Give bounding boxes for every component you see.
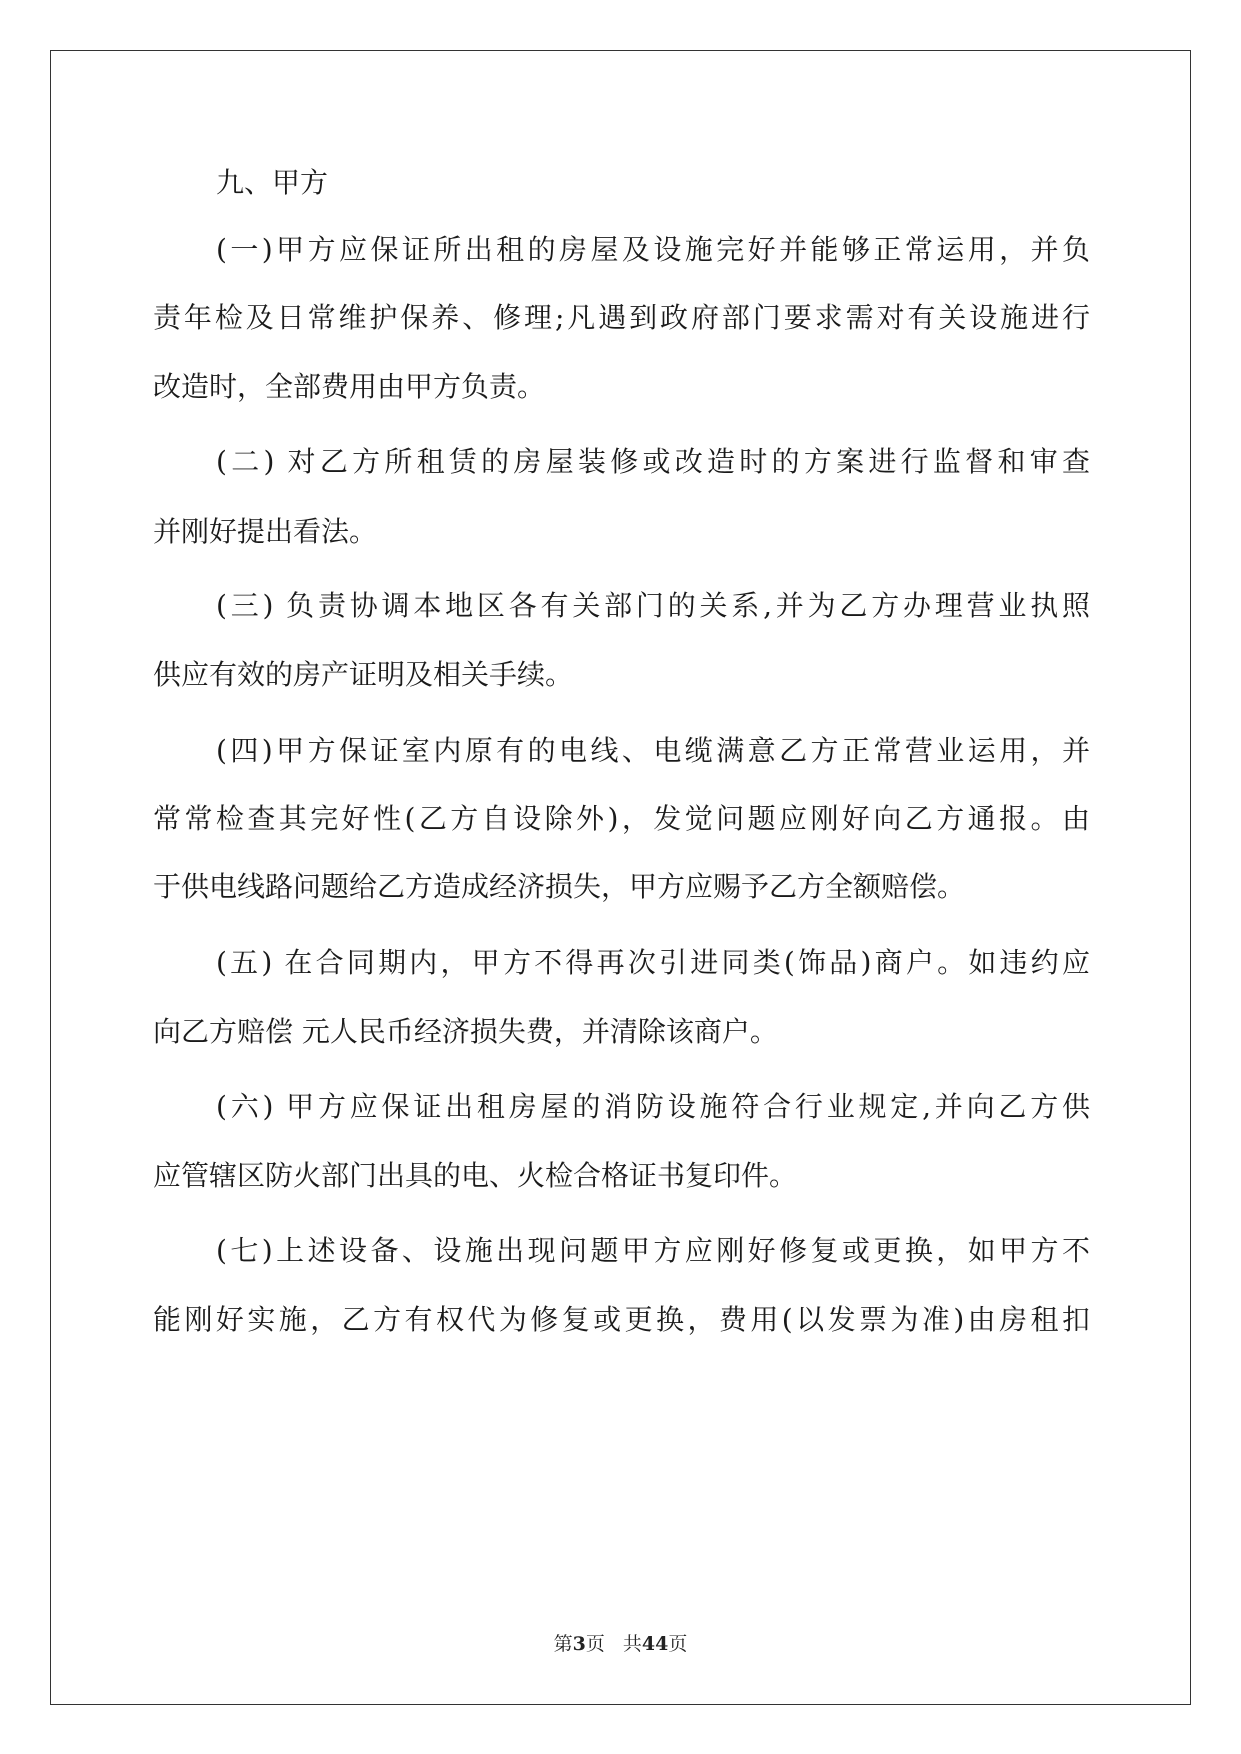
footer-page-prefix: 第 bbox=[553, 1633, 573, 1655]
paragraph-line: 供应有效的房产证明及相关手续。 bbox=[153, 658, 574, 691]
section-heading: 九、甲方 bbox=[216, 166, 329, 199]
paragraph-line: 责年检及日常维护保养、修理;凡遇到政府部门要求需对有关设施进行 bbox=[153, 301, 1090, 334]
footer-total-prefix: 共 bbox=[622, 1633, 642, 1655]
paragraph-line: 能刚好实施，乙方有权代为修复或更换，费用(以发票为准)由房租扣 bbox=[153, 1303, 1090, 1336]
paragraph-line: (七)上述设备、设施出现问题甲方应刚好修复或更换，如甲方不 bbox=[216, 1234, 1090, 1267]
paragraph-line: (六) 甲方应保证出租房屋的消防设施符合行业规定,并向乙方供 bbox=[216, 1090, 1090, 1123]
paragraph-line: 常常检查其完好性(乙方自设除外)，发觉问题应刚好向乙方通报。由 bbox=[153, 802, 1090, 835]
page-footer bbox=[0, 1632, 1241, 1656]
paragraph-line: (二) 对乙方所租赁的房屋装修或改造时的方案进行监督和审查 bbox=[216, 445, 1090, 478]
paragraph-line: (三) 负责协调本地区各有关部门的关系,并为乙方办理营业执照 bbox=[216, 589, 1090, 622]
paragraph-line: 于供电线路问题给乙方造成经济损失，甲方应赐予乙方全额赔偿。 bbox=[153, 870, 966, 903]
footer-total-suffix: 页 bbox=[668, 1633, 688, 1655]
paragraph-line: 改造时，全部费用由甲方负责。 bbox=[153, 370, 546, 403]
paragraph-line: (五) 在合同期内，甲方不得再次引进同类(饰品)商户。如违约应 bbox=[216, 946, 1090, 979]
footer-page-number: 3 bbox=[572, 1633, 586, 1655]
footer-total-pages: 44 bbox=[641, 1633, 669, 1655]
paragraph-line: 向乙方赔偿 元人民币经济损失费，并清除该商户。 bbox=[153, 1015, 778, 1048]
paragraph-line: 应管辖区防火部门出具的电、火检合格证书复印件。 bbox=[153, 1159, 798, 1192]
footer-page-suffix: 页 bbox=[585, 1633, 605, 1655]
paragraph-line: 并刚好提出看法。 bbox=[153, 515, 378, 548]
paragraph-line: (一)甲方应保证所出租的房屋及设施完好并能够正常运用，并负 bbox=[216, 233, 1090, 266]
paragraph-line: (四)甲方保证室内原有的电线、电缆满意乙方正常营业运用，并 bbox=[216, 734, 1090, 767]
